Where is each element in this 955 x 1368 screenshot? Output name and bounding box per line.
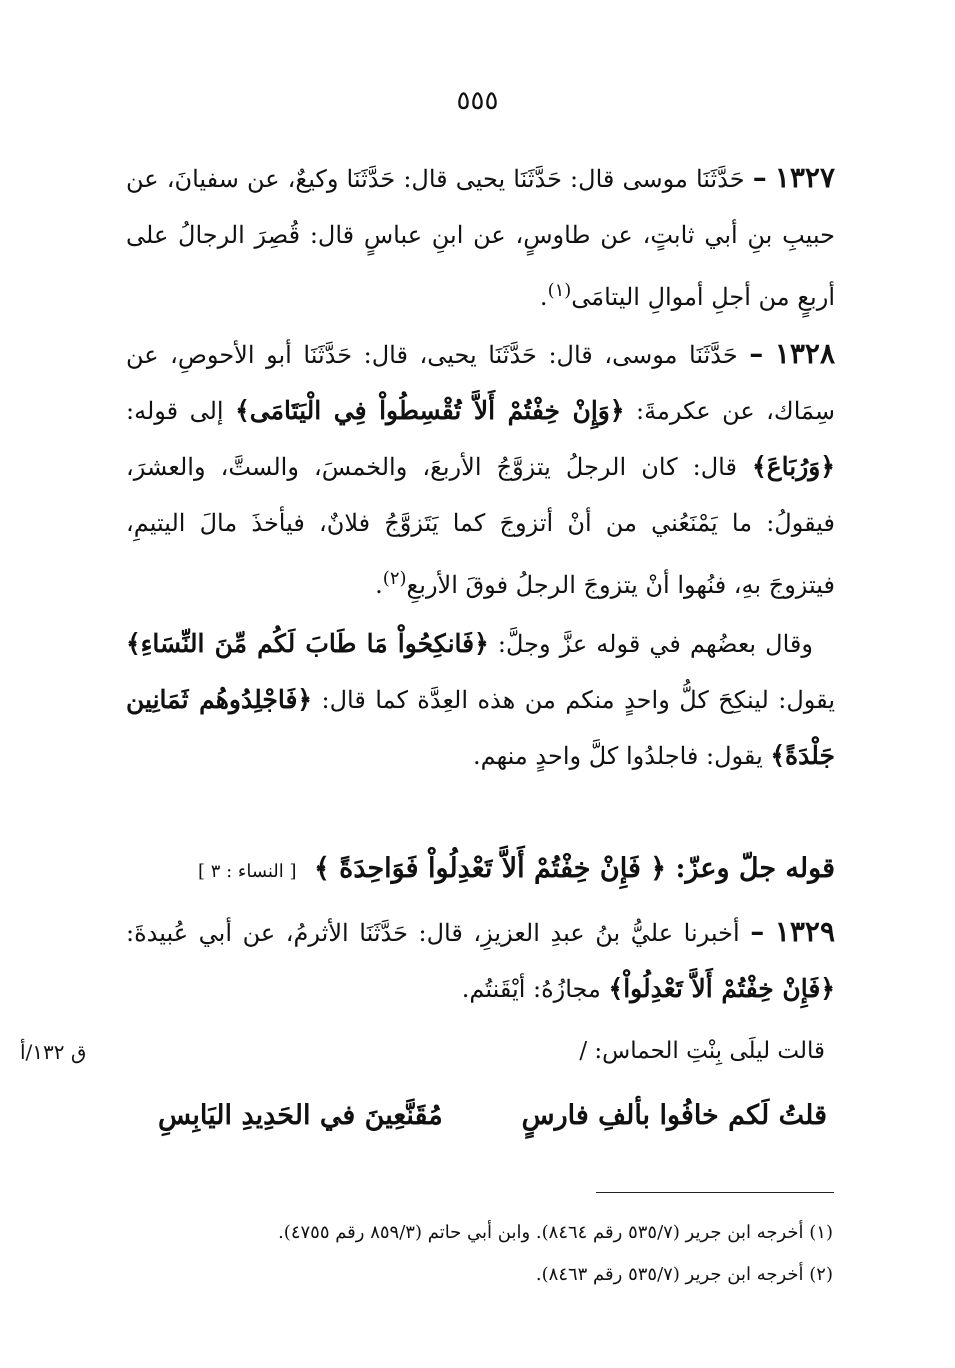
paragraph-text: حَدَّثَنَا موسى، قال: حَدَّثَنَا يحيى، قال: حَدَّثَنَا أبو الأحوصِ، عن سِمَاك، عن عكرمةَ: <box>126 341 835 425</box>
paragraph-1329 <box>126 904 835 1017</box>
number-dash: – <box>752 161 767 194</box>
number-dash: – <box>749 337 764 370</box>
surah-reference: [ النساء : ٣ ] <box>197 861 297 882</box>
footnote-divider <box>596 1192 834 1193</box>
manuscript-folio: ق ١٣٢/أ <box>20 1040 87 1064</box>
paragraph-text: مجازُهُ: أيْقَنتُم. <box>461 975 601 1003</box>
hadith-number: ١٣٢٨ <box>774 337 835 370</box>
verse-hemistich-second: مُقَنَّعِينَ في الحَدِيدِ اليَابِسِ <box>158 1100 443 1131</box>
verse-hemistich-first: قلتُ لَكم خافُوا بألفِ فارسٍ <box>521 1100 827 1131</box>
heading-quran: ﴿ فَإِنْ خِفْتُمْ أَلاَّ تَعْدِلُواْ فَوَاحِدَةً ﴾ <box>313 853 667 884</box>
paragraph-text: حَدَّثَنَا موسى قال: حَدَّثَنَا يحيى قال: حَدَّثَنَا وكيعٌ، عن سفيانَ، عن حبيبِ بنِ أبي ثابتٍ، عن طاوسٍ، عن ابنِ عباسٍ قال: قُصِرَ الرجالُ على أربعٍ من أجلِ أموالِ اليتامَى <box>126 165 835 311</box>
paragraph-1327 <box>126 150 835 325</box>
paragraph-commentary <box>126 616 835 784</box>
number-dash: – <box>750 915 765 948</box>
quran-quote: ﴿وَإِنْ خِفْتُمْ أَلاَّ تُقْسِطُواْ فِي الْيَتَامَى﴾ <box>235 396 625 425</box>
hadith-number: ١٣٢٧ <box>774 161 835 194</box>
footnote-2: (٢) أخرجه ابن جرير (٥٣٥/٧ رقم ٨٤٦٣). <box>535 1264 833 1285</box>
quran-quote: ﴿فَانكِحُواْ مَا طَابَ لَكُم مِّنَ النِّسَاءِ﴾ <box>126 629 489 658</box>
quran-quote: ﴿فَاجْلِدُوهُم ثَمَانِين جَلْدَةً﴾ <box>126 685 835 770</box>
footnote-ref: (٢) <box>382 568 407 589</box>
paragraph-text: قال: كان الرجلُ يتزوَّجُ الأربعَ، والخمسَ، والستَّ، والعشرَ، فيقولُ: ما يَمْنَعُني من أنْ أتزوجَ كما يَتَزوَّجُ فلانٌ، فيأخذَ مالَ اليتيمِ، فيتزوجَ بهِ، فنُهوا أنْ يتزوجَ الرجلُ فوقَ الأربعِ <box>126 453 835 599</box>
paragraph-end: . <box>539 283 548 311</box>
quran-quote: ﴿وَرُبَاعَ﴾ <box>752 452 835 481</box>
poem-intro: قالت ليلَى بِنْتِ الحماس: / <box>579 1038 825 1064</box>
hadith-number: ١٣٢٩ <box>774 915 835 948</box>
paragraph-text: يقول: فاجلدُوا كلَّ واحدٍ منهم. <box>473 742 763 770</box>
paragraph-text: وقال بعضُهم في قوله عزَّ وجلَّ: <box>497 630 813 658</box>
paragraph-text: أخبرنا عليُّ بنُ عبدِ العزيزِ، قال: حَدَّثَنَا الأثرمُ، عن أبي عُبيدةَ: <box>126 919 740 947</box>
quran-quote: ﴿فَإِنْ خِفْتُمْ أَلاَّ تَعْدِلُواْ﴾ <box>608 974 835 1003</box>
heading-label: قوله جلّ وعزّ: <box>675 853 835 884</box>
footnote-ref: (١) <box>547 280 572 301</box>
page-number: ٥٥٥ <box>456 86 499 116</box>
footnote-1: (١) أخرجه ابن جرير (٥٣٥/٧ رقم ٨٤٦٤). وابن أبي حاتم (٨٥٩/٣ رقم ٤٧٥٥). <box>278 1222 833 1243</box>
paragraph-1328 <box>126 326 835 613</box>
paragraph-text: يقول: لينكِحَ كلُّ واحدٍ منكم من هذه العِدَّة كما قال: <box>321 686 835 714</box>
paragraph-text: إلى قوله: <box>126 397 224 425</box>
verse-heading <box>126 845 835 896</box>
paragraph-end: . <box>375 571 383 599</box>
